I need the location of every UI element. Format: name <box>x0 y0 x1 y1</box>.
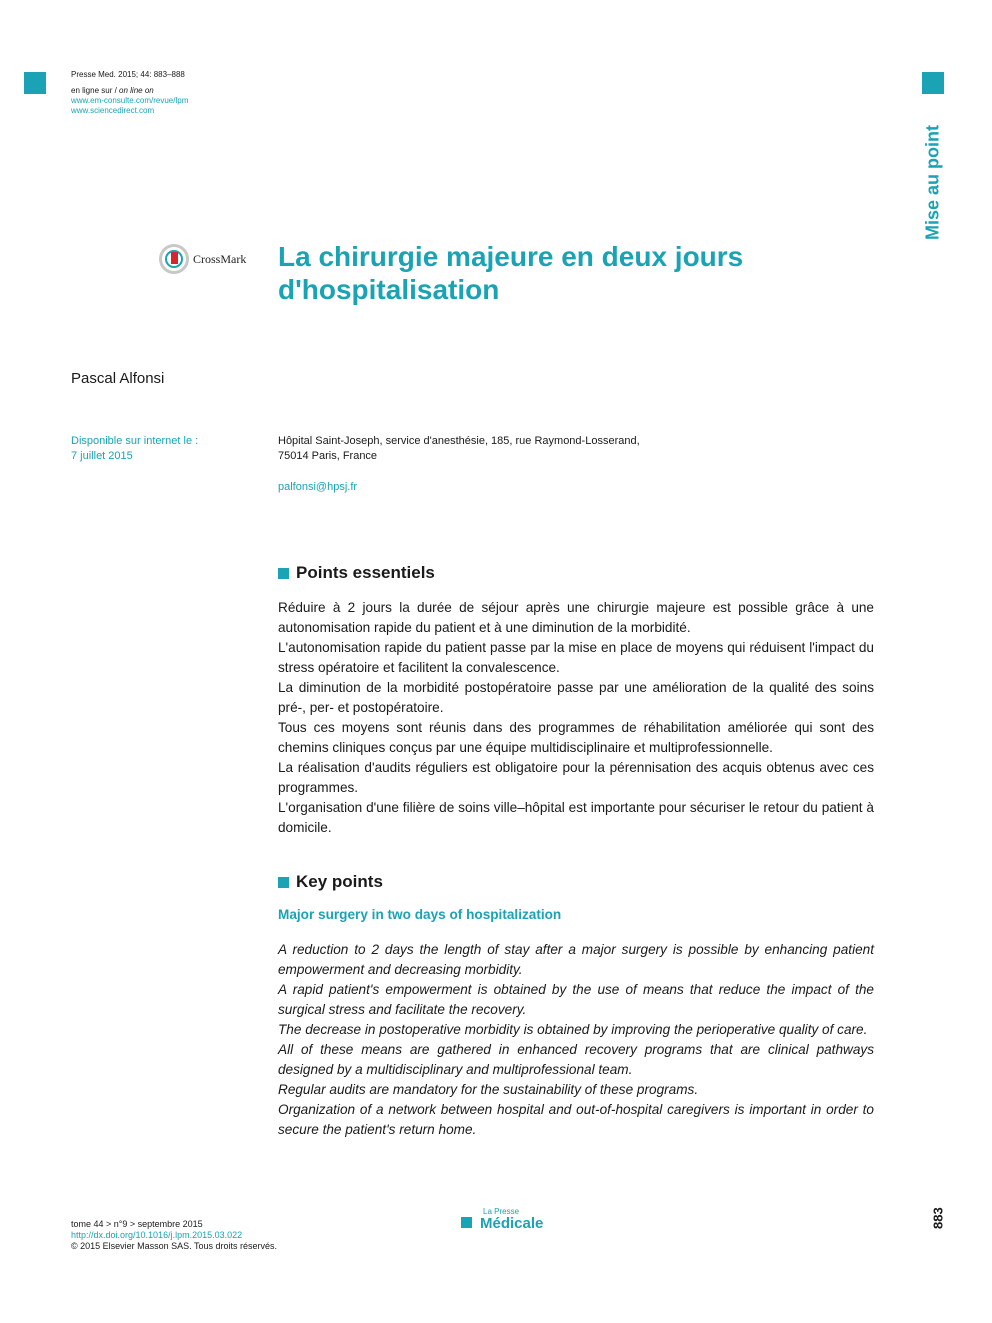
url-em-consulte[interactable]: www.em-consulte.com/revue/lpm <box>71 96 189 105</box>
heading-text: Points essentiels <box>296 563 435 582</box>
online-prefix: en ligne sur / <box>71 86 120 95</box>
square-bullet-icon <box>278 568 289 579</box>
crossmark-badge[interactable] <box>159 244 246 274</box>
list-item: The decrease in postoperative morbidity is obtained by improving the perioperative quality of care. <box>278 1022 868 1037</box>
article-title: La chirurgie majeure en deux jours d'hospitalisation <box>278 241 744 305</box>
footer-info <box>71 1219 277 1252</box>
author-name: Pascal Alfonsi <box>71 370 165 387</box>
journal-logo <box>461 1208 543 1231</box>
header-meta <box>71 70 188 116</box>
copyright: © 2015 Elsevier Masson SAS. Tous droits réservés. <box>71 1241 278 1251</box>
page-number: 883 <box>930 1207 946 1229</box>
doi-link[interactable]: http://dx.doi.org/10.1016/j.lpm.2015.03.022 <box>71 1230 243 1240</box>
list-item: L'organisation d'une filière de soins ville–hôpital est importante pour sécuriser le retour du patient à domicile. <box>278 800 874 835</box>
list-item: Regular audits are mandatory for the sustainability of these programs. <box>278 1082 699 1097</box>
key-points-list <box>278 940 874 1140</box>
list-item: Organization of a network between hospital and out-of-hospital caregivers is important in order to secure the patient's return home. <box>278 1102 874 1137</box>
points-essentiels-heading <box>278 563 435 583</box>
availability-date: 7 juillet 2015 <box>71 450 133 462</box>
availability-label: Disponible sur internet le : <box>71 435 199 447</box>
journal-logo-small: La Presse <box>483 1207 520 1216</box>
online-line <box>71 86 188 96</box>
availability-info <box>71 434 198 464</box>
affiliation-line-1: Hôpital Saint-Joseph, service d'anesthésie, 185, rue Raymond-Losserand, <box>278 435 640 447</box>
points-essentiels-list <box>278 598 874 838</box>
square-bullet-icon <box>278 877 289 888</box>
affiliation <box>278 434 640 464</box>
list-item: La diminution de la morbidité postopératoire passe par une amélioration de la qualité des soins pré-, per- et postopératoire. <box>278 680 874 715</box>
author-email[interactable]: palfonsi@hpsj.fr <box>278 481 358 493</box>
journal-logo-name: Médicale <box>480 1215 544 1232</box>
list-item: Réduire à 2 jours la durée de séjour après une chirurgie majeure est possible grâce à une autonomisation rapide du patient et à une diminution de la morbidité. <box>278 600 874 635</box>
heading-text: Key points <box>296 872 383 891</box>
list-item: All of these means are gathered in enhanced recovery programs that are clinical pathways designed by a multidisciplinary and multiprofessional team. <box>278 1042 874 1077</box>
citation: Presse Med. 2015; 44: 883–888 <box>71 70 185 79</box>
corner-marker-right <box>922 72 944 94</box>
list-item: Tous ces moyens sont réunis dans des programmes de réhabilitation améliorée qui sont des chemins cliniques conçus par une équipe multidisciplinaire et multiprofessionnelle. <box>278 720 874 755</box>
section-type-label: Mise au point <box>922 124 943 240</box>
online-italic: on line on <box>119 86 154 95</box>
crossmark-label: CrossMark <box>193 251 247 266</box>
key-points-heading <box>278 872 383 892</box>
list-item: L'autonomisation rapide du patient passe par la mise en place de moyens qui réduisent l'impact du stress opératoire et facilitent la convalescence. <box>278 640 874 675</box>
corner-marker-left <box>24 72 46 94</box>
crossmark-icon <box>159 244 189 274</box>
list-item: A rapid patient's empowerment is obtained by the use of means that reduce the impact of the surgical stress and facilitate the recovery. <box>278 982 874 1017</box>
english-title: Major surgery in two days of hospitalization <box>278 907 562 922</box>
square-bullet-icon <box>461 1217 472 1228</box>
url-sciencedirect[interactable]: www.sciencedirect.com <box>71 106 155 115</box>
list-item: La réalisation d'audits réguliers est obligatoire pour la pérennisation des acquis obtenus avec ces programmes. <box>278 760 874 795</box>
issue-info: tome 44 > n°9 > septembre 2015 <box>71 1219 203 1229</box>
affiliation-line-2: 75014 Paris, France <box>278 450 378 462</box>
list-item: A reduction to 2 days the length of stay after a major surgery is possible by enhancing patient empowerment and decreasing morbidity. <box>278 942 874 977</box>
